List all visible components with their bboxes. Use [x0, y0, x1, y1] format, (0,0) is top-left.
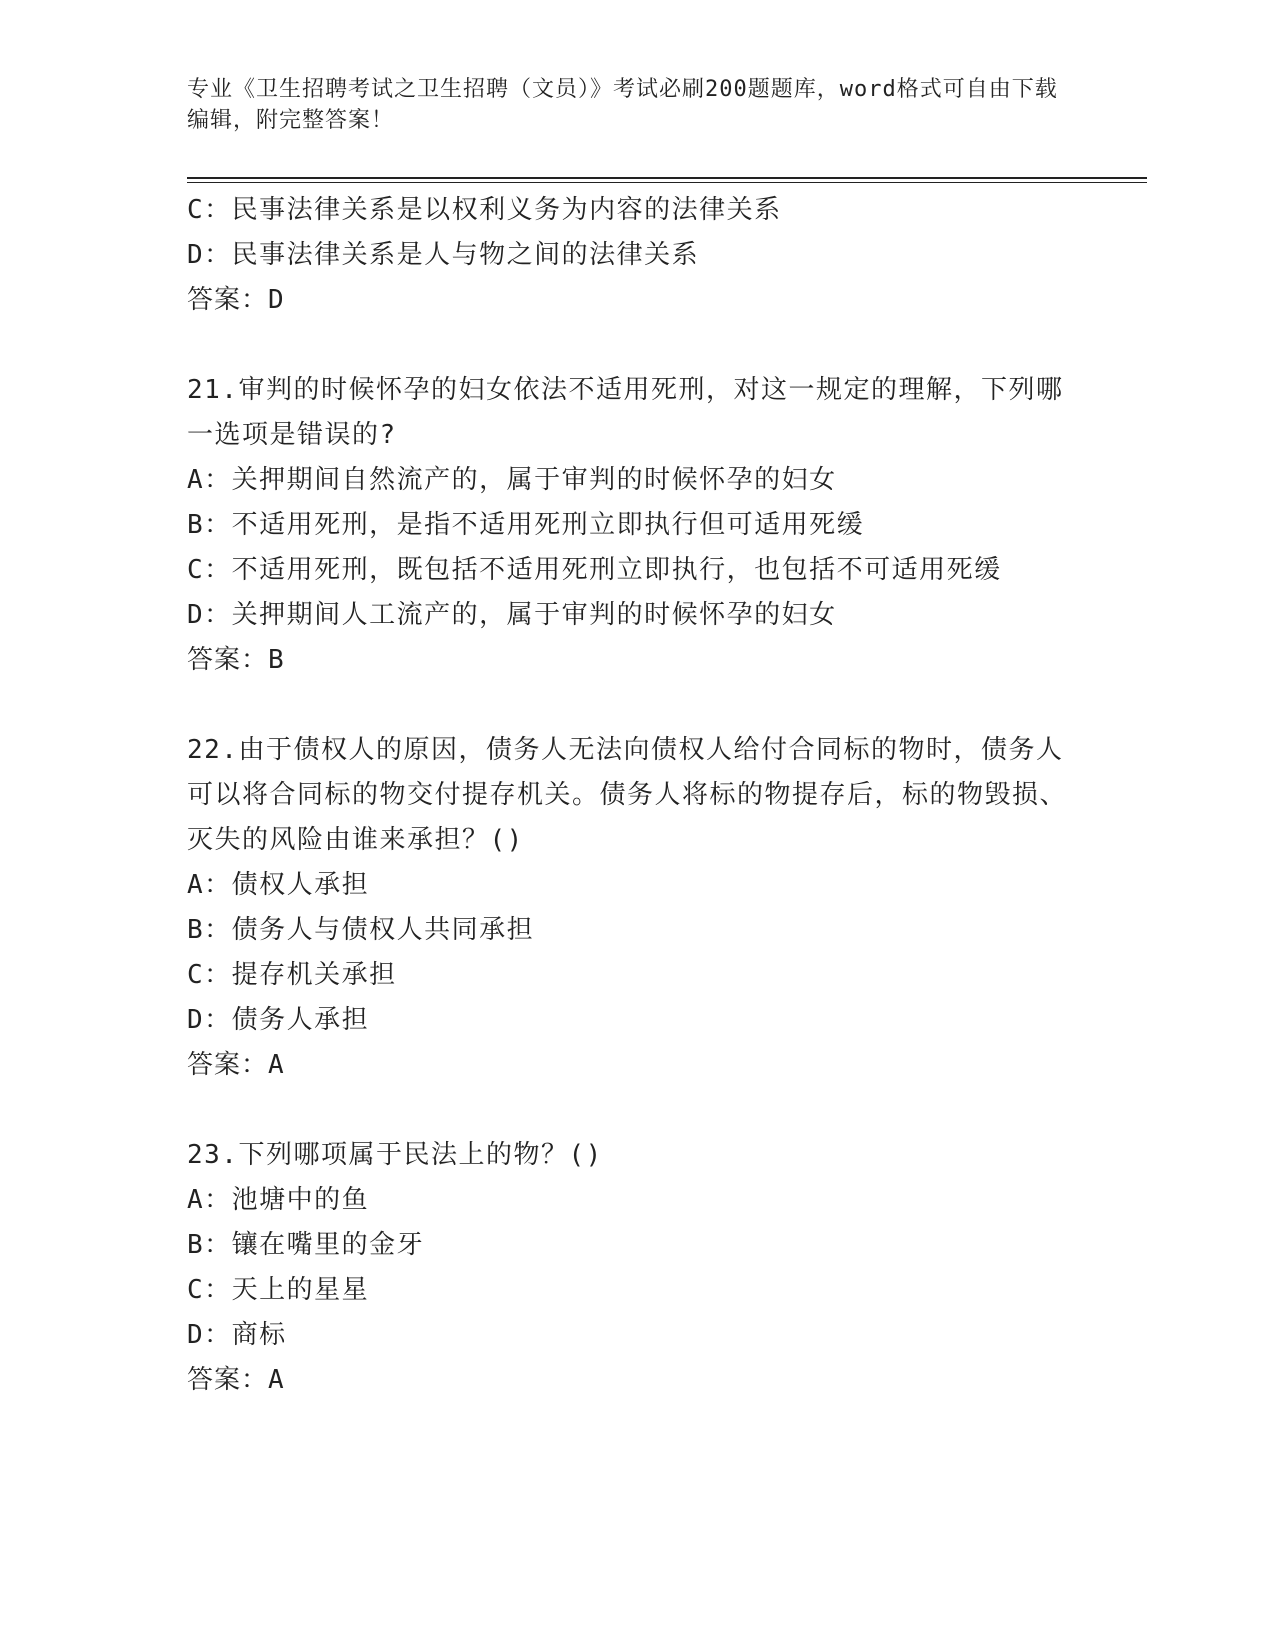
document-header: 专业《卫生招聘考试之卫生招聘（文员）》考试必刷200题题库，word格式可自由下载编辑，附完整答案！	[187, 77, 1058, 133]
option-a: A：债权人承担	[187, 870, 370, 900]
answer-line: 答案：A	[187, 1365, 285, 1395]
answer-line: 答案：D	[187, 285, 285, 315]
option-b: B：债务人与债权人共同承担	[187, 915, 535, 945]
option-c: C：提存机关承担	[187, 960, 397, 990]
option-a: A：池塘中的鱼	[187, 1185, 370, 1215]
block-spacer	[187, 1088, 1087, 1133]
question-21-text: 21.审判的时候怀孕的妇女依法不适用死刑，对这一规定的理解，下列哪一选项是错误的?	[187, 375, 1064, 450]
question-content	[187, 188, 1087, 1403]
option-c: C：不适用死刑，既包括不适用死刑立即执行，也包括不可适用死缓	[187, 555, 1002, 585]
option-d: D：商标	[187, 1320, 287, 1350]
question-23-block	[187, 1133, 1087, 1403]
previous-question-block	[187, 188, 1087, 323]
option-c: C：天上的星星	[187, 1275, 370, 1305]
question-23-text: 23.下列哪项属于民法上的物？()	[187, 1140, 603, 1170]
option-d: D：债务人承担	[187, 1005, 370, 1035]
option-a: A：关押期间自然流产的，属于审判的时候怀孕的妇女	[187, 465, 837, 495]
question-22-block	[187, 728, 1087, 1088]
answer-line: 答案：A	[187, 1050, 285, 1080]
block-spacer	[187, 683, 1087, 728]
option-b: B：镶在嘴里的金牙	[187, 1230, 425, 1260]
header-divider-thick	[187, 177, 1147, 179]
question-22-text: 22.由于债权人的原因，债务人无法向债权人给付合同标的物时，债务人可以将合同标的物交付提存机关。债务人将标的物提存后，标的物毁损、灭失的风险由谁来承担？()	[187, 735, 1068, 855]
question-21-block	[187, 368, 1087, 683]
header-divider-thin	[187, 182, 1147, 183]
block-spacer	[187, 323, 1087, 368]
answer-line: 答案：B	[187, 645, 285, 675]
option-d: D：关押期间人工流产的，属于审判的时候怀孕的妇女	[187, 600, 837, 630]
option-b: B：不适用死刑，是指不适用死刑立即执行但可适用死缓	[187, 510, 865, 540]
option-c: C：民事法律关系是以权利义务为内容的法律关系	[187, 195, 782, 225]
option-d: D：民事法律关系是人与物之间的法律关系	[187, 240, 700, 270]
